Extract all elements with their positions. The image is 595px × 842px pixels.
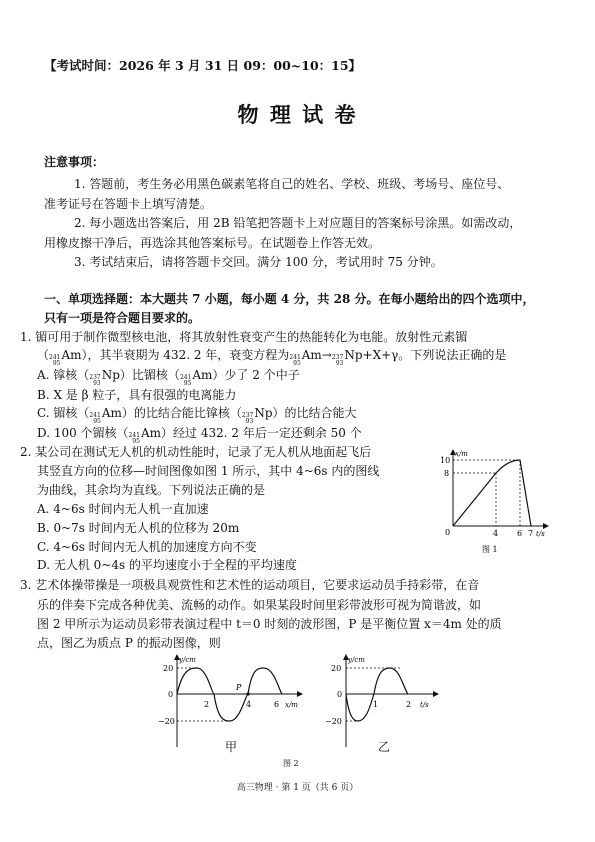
fig2a-xtick-2: 2 [204, 700, 210, 709]
q2-stem-line3: 为曲线，其余均为直线。下列说法正确的是 [37, 483, 266, 497]
fig2b-xtick-1: 1 [373, 700, 379, 709]
exam-time: 【考试时间：2026 年 3 月 31 日 09：00~10：15】 [44, 58, 362, 73]
fig2b-xtick-2: 2 [406, 700, 412, 709]
q1-stem-line1: 1. 镅可用于制作微型核电池，将其放射性衰变产生的热能转化为电能。放射性元素镅 [20, 330, 468, 344]
fig2a-origin: 0 [168, 690, 174, 699]
fig2a-caption: 甲 [225, 740, 238, 754]
fig1-caption: 图 1 [482, 545, 498, 554]
fig2a-point-label: P [236, 683, 242, 692]
q2-stem-line2: 其竖直方向的位移—时间图像如图 1 所示，其中 4~6s 内的图线 [37, 464, 380, 478]
fig1-ytick-10: 10 [440, 456, 451, 465]
q1-option-a: A. 镎核（ 237 93 Np）比镅核（ 241 95 Am）少了 2 个中子 [37, 368, 300, 387]
q3-stem-line1: 3. 艺术体操带操是一项极具观赏性和艺术性的运动项目，它要求运动员手持彩带，在音 [20, 578, 480, 592]
fig2a-xtick-4: 4 [246, 700, 252, 709]
fig1-xtick-4: 4 [493, 529, 499, 538]
q2-stem-line1: 2. 某公司在测试无人机的机动性能时，记录了无人机从地面起飞后 [20, 445, 372, 459]
fig2b-ytick-neg20: −20 [325, 717, 342, 726]
fig1-xtick-6: 6 [517, 529, 523, 538]
fig1-curve [453, 460, 531, 526]
fig2a-xlabel: x/m [285, 701, 298, 709]
q1-stem-line2: （ 241 95 Am），其半衰期为 432. 2 年，衰变方程为 241 95 Am→ 237 93 Np+X+γ。下列说法正确的是 [37, 348, 507, 367]
fig1-xtick-7: 7 [528, 529, 534, 538]
notice-line-2b: 用橡皮擦干净后，再选涂其他答案标号。在试题卷上作答无效。 [44, 236, 381, 250]
q1-option-c: C. 镅核（ 241 95 Am）的比结合能比镎核（ 237 93 Np）的比结合能大 [37, 406, 357, 425]
notice-line-2a: 2. 每小题选出答案后，用 2B 铅笔把答题卡上对应题目的答案标号涂黑。如需改动， [74, 216, 522, 230]
q2-option-d: D. 无人机 0~4s 的平均速度小于全程的平均速度 [37, 558, 297, 572]
figure-1-graph [430, 448, 560, 558]
notice-heading: 注意事项： [44, 155, 105, 169]
fig2a-ylabel: y/cm [179, 656, 196, 664]
q2-option-b: B. 0~7s 时间内无人机的位移为 20m [37, 521, 240, 535]
fig1-ytick-8: 8 [444, 469, 450, 478]
q3-stem-line2: 乐的伴奏下完成各种优美、流畅的动作。如果某段时间里彩带波形可视为简谐波，如 [37, 598, 482, 612]
fig2b-caption: 乙 [378, 740, 391, 754]
fig2b-xlabel: t/s [420, 701, 429, 709]
page-title: 物 理 试 卷 [237, 102, 358, 127]
q3-stem-line3: 图 2 甲所示为运动员彩带表演过程中 t＝0 时刻的波形图，P 是平衡位置 x＝4m 处的质 [37, 617, 502, 631]
notice-line-1a: 1. 答题前，考生务必用黑色碳素笔将自己的姓名、学校、班级、考场号、座位号、 [74, 177, 510, 191]
fig2b-ylabel: y/cm [348, 656, 365, 664]
section1-line-b: 只有一项是符合题目要求的。 [44, 311, 201, 325]
fig2a-ytick-neg20: −20 [158, 717, 175, 726]
fig2b-ytick-20: 20 [331, 664, 342, 673]
q2-option-a: A. 4~6s 时间内无人机一直加速 [37, 502, 209, 516]
fig1-ylabel: x/m [455, 450, 468, 458]
page-footer: 高三物理 · 第 1 页（共 6 页） [236, 783, 359, 793]
fig2a-ytick-20: 20 [163, 664, 174, 673]
q1-option-d: D. 100 个镅核（ 241 95 Am）经过 432. 2 年后一定还剩余 50 个 [37, 426, 362, 445]
notice-line-3: 3. 考试结束后，请将答题卡交回。满分 100 分，考试用时 75 分钟。 [74, 255, 443, 269]
fig2a-xtick-6: 6 [274, 700, 280, 709]
fig2b-origin: 0 [337, 690, 343, 699]
q1-option-b: B. X 是 β 粒子，具有很强的电离能力 [37, 388, 237, 402]
q3-stem-line4: 点，图乙为质点 P 的振动图像，则 [37, 636, 221, 650]
notice-line-1b: 准考证号在答题卡上填写清楚。 [44, 197, 213, 211]
fig1-origin: 0 [445, 528, 451, 537]
figure-2-wave-graph [152, 652, 312, 752]
figure-2-vibration-graph [318, 652, 448, 752]
section1-line-a: 一、单项选择题：本大题共 7 小题，每小题 4 分，共 28 分。在每小题给出的四个选项中， [44, 292, 535, 306]
q2-option-c: C. 4~6s 时间内无人机的加速度方向不变 [37, 540, 257, 554]
fig2a-point-p [246, 692, 249, 695]
figure-2-caption: 图 2 [283, 759, 299, 768]
fig1-xlabel: t/s [536, 530, 545, 538]
